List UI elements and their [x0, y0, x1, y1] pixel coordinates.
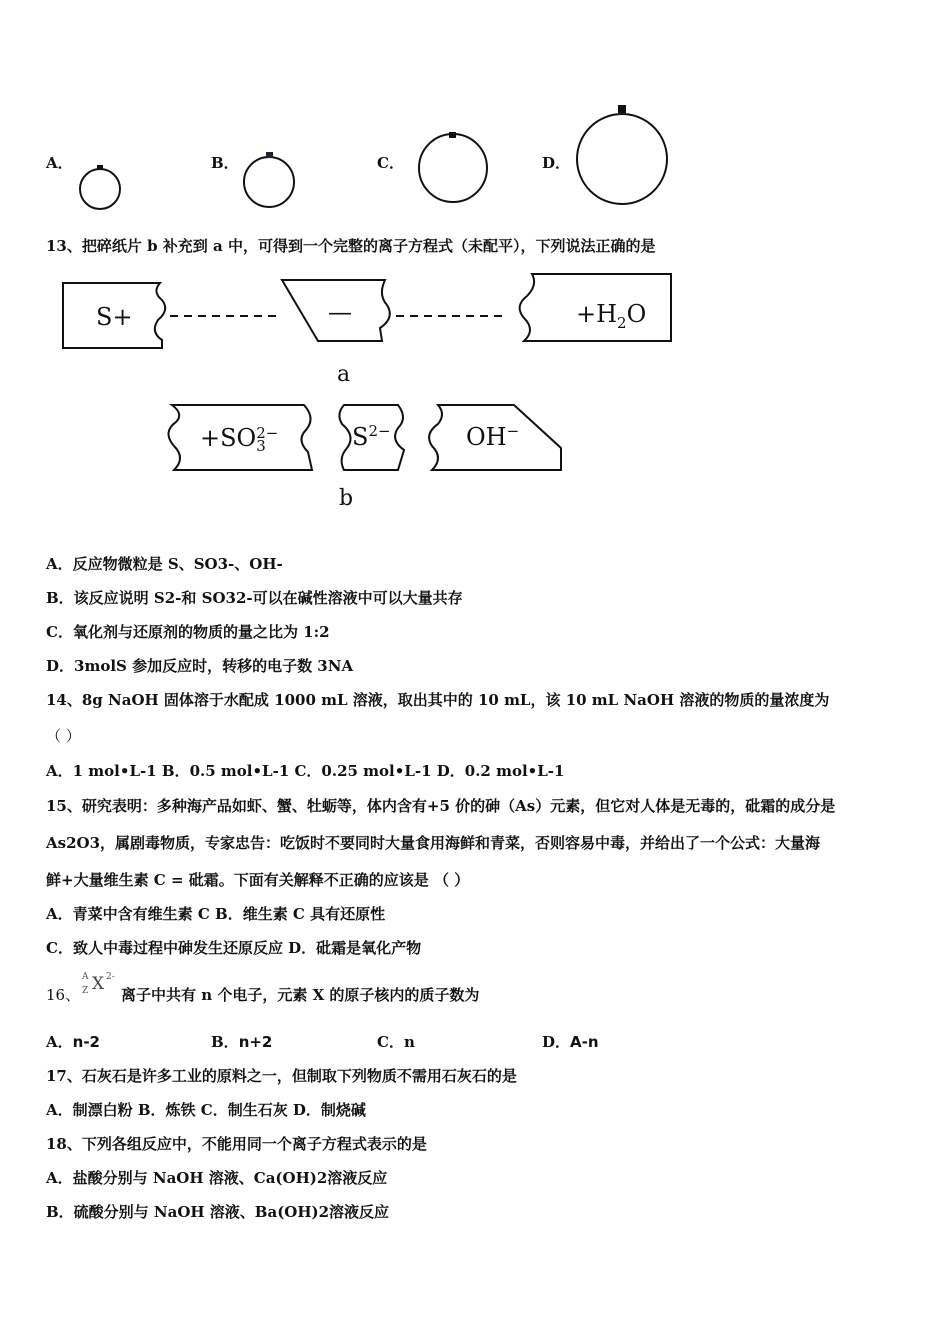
piece-middle-text: —: [328, 298, 352, 326]
q13-option-b: B．该反应说明 S2-和 SO32-可以在碱性溶液中可以大量共存: [46, 589, 463, 607]
so3-main: +SO: [200, 424, 257, 452]
circle-a-mark: [97, 165, 103, 170]
circle-b-mark: [266, 152, 273, 158]
q13-stem: 13、把碎纸片 b 补充到 a 中，可得到一个完整的离子方程式（未配平），下列说法正确的是: [46, 237, 656, 255]
q14-paren: （ ）: [46, 727, 81, 745]
circle-c: [419, 134, 487, 202]
piece-oh-text: [466, 422, 519, 451]
nuclide-element: X: [92, 974, 105, 994]
q16-option-a: [46, 1032, 100, 1052]
q12-option-a-label: A．: [46, 154, 73, 172]
label-a: a: [337, 362, 351, 387]
q16-number: 16、: [46, 986, 81, 1004]
piece-s-plus-text: S+: [96, 303, 133, 331]
nuclide-charge: 2-: [106, 972, 115, 982]
q16-option-c: [377, 1032, 415, 1052]
circle-b: [244, 157, 294, 207]
q18-stem: 18、下列各组反应中，不能用同一个离子方程式表示的是: [46, 1135, 427, 1153]
circle-c-mark: [449, 132, 456, 138]
q12-option-c-label: C．: [377, 154, 404, 172]
q18-option-a: A．盐酸分别与 NaOH 溶液、Ca(OH)2溶液反应: [46, 1169, 388, 1187]
q15-line2: As2O3，属剧毒物质，专家忠告：吃饭时不要同时大量食用海鲜和青菜，否则容易中毒，并给出了一个公式：大量海: [46, 834, 821, 852]
q16-c-value: n: [403, 1033, 415, 1051]
h2o-o: O: [626, 300, 647, 328]
q15-line1: 15、研究表明：多种海产品如虾、蟹、牡蛎等，体内含有+5 价的砷（As）元素，但它对人体是无毒的，砒霜的成分是: [46, 797, 836, 815]
q17-stem: 17、石灰石是许多工业的原料之一，但制取下列物质不需用石灰石的是: [46, 1067, 517, 1085]
q16-d-value: A-n: [570, 1033, 599, 1051]
q16-stem: 离子中共有 n 个电子，元素 X 的原子核内的质子数为: [121, 986, 480, 1004]
q14-options: A．1 mol•L-1 B．0.5 mol•L-1 C．0.25 mol•L-1 D．0.2 mol•L-1: [46, 762, 565, 780]
h2o-h: +H: [576, 300, 618, 328]
q15-options-row2: C．致人中毒过程中砷发生还原反应 D．砒霜是氧化产物: [46, 939, 422, 957]
q16-b-value: n+2: [238, 1033, 273, 1051]
q18-option-b: B．硫酸分别与 NaOH 溶液、Ba(OH)2溶液反应: [46, 1203, 390, 1221]
q14-stem: 14、8g NaOH 固体溶于水配成 1000 mL 溶液，取出其中的 10 mL，该 10 mL NaOH 溶液的物质的量浓度为: [46, 691, 830, 709]
so3-charge: 2−: [256, 423, 279, 442]
q12-option-b-label: B．: [211, 154, 239, 172]
label-b: b: [339, 486, 354, 511]
q13-option-a: A．反应物微粒是 S、SO3-、OH-: [46, 555, 283, 573]
circle-d-mark: [618, 105, 626, 113]
q16-a-letter: A．: [46, 1033, 73, 1051]
q13-option-c: C．氧化剂与还原剂的物质的量之比为 1:2: [46, 623, 330, 641]
piece-h2o-text: [576, 300, 646, 332]
nuclide-atomic-number: Z: [82, 986, 89, 996]
q13-option-d: D．3molS 参加反应时，转移的电子数 3NA: [46, 657, 354, 675]
q16-c-letter: C．: [377, 1033, 404, 1051]
s2-main: S: [352, 423, 369, 451]
nuclide-mass-number: A: [82, 972, 89, 982]
q16-nuclide-symbol: [82, 972, 118, 1002]
piece-so3-text: [200, 424, 278, 453]
q16-d-letter: D．: [542, 1033, 571, 1051]
oh-main: OH: [466, 423, 507, 451]
q16-b-letter: B．: [211, 1033, 239, 1051]
q16-option-d: [542, 1032, 599, 1052]
q15-options-row1: A．青菜中含有维生素 C B．维生素 C 具有还原性: [46, 905, 386, 923]
circle-d: [577, 114, 667, 204]
q12-option-d-label: D．: [542, 154, 571, 172]
q15-line3: 鲜+大量维生素 C = 砒霜。下面有关解释不正确的应该是 （ ）: [46, 871, 470, 889]
q17-options: A．制漂白粉 B．炼铁 C．制生石灰 D．制烧碱: [46, 1101, 366, 1119]
circle-a: [80, 169, 120, 209]
q16-a-value: n-2: [72, 1033, 100, 1051]
q16-option-b: [211, 1032, 272, 1052]
q12-circles-figure: [0, 0, 950, 230]
oh-charge: −: [506, 422, 520, 440]
piece-s2-text: [352, 422, 391, 451]
so3-sub: 3: [256, 436, 266, 455]
h2o-sub: 2: [617, 313, 627, 332]
s2-charge: 2−: [368, 422, 391, 440]
